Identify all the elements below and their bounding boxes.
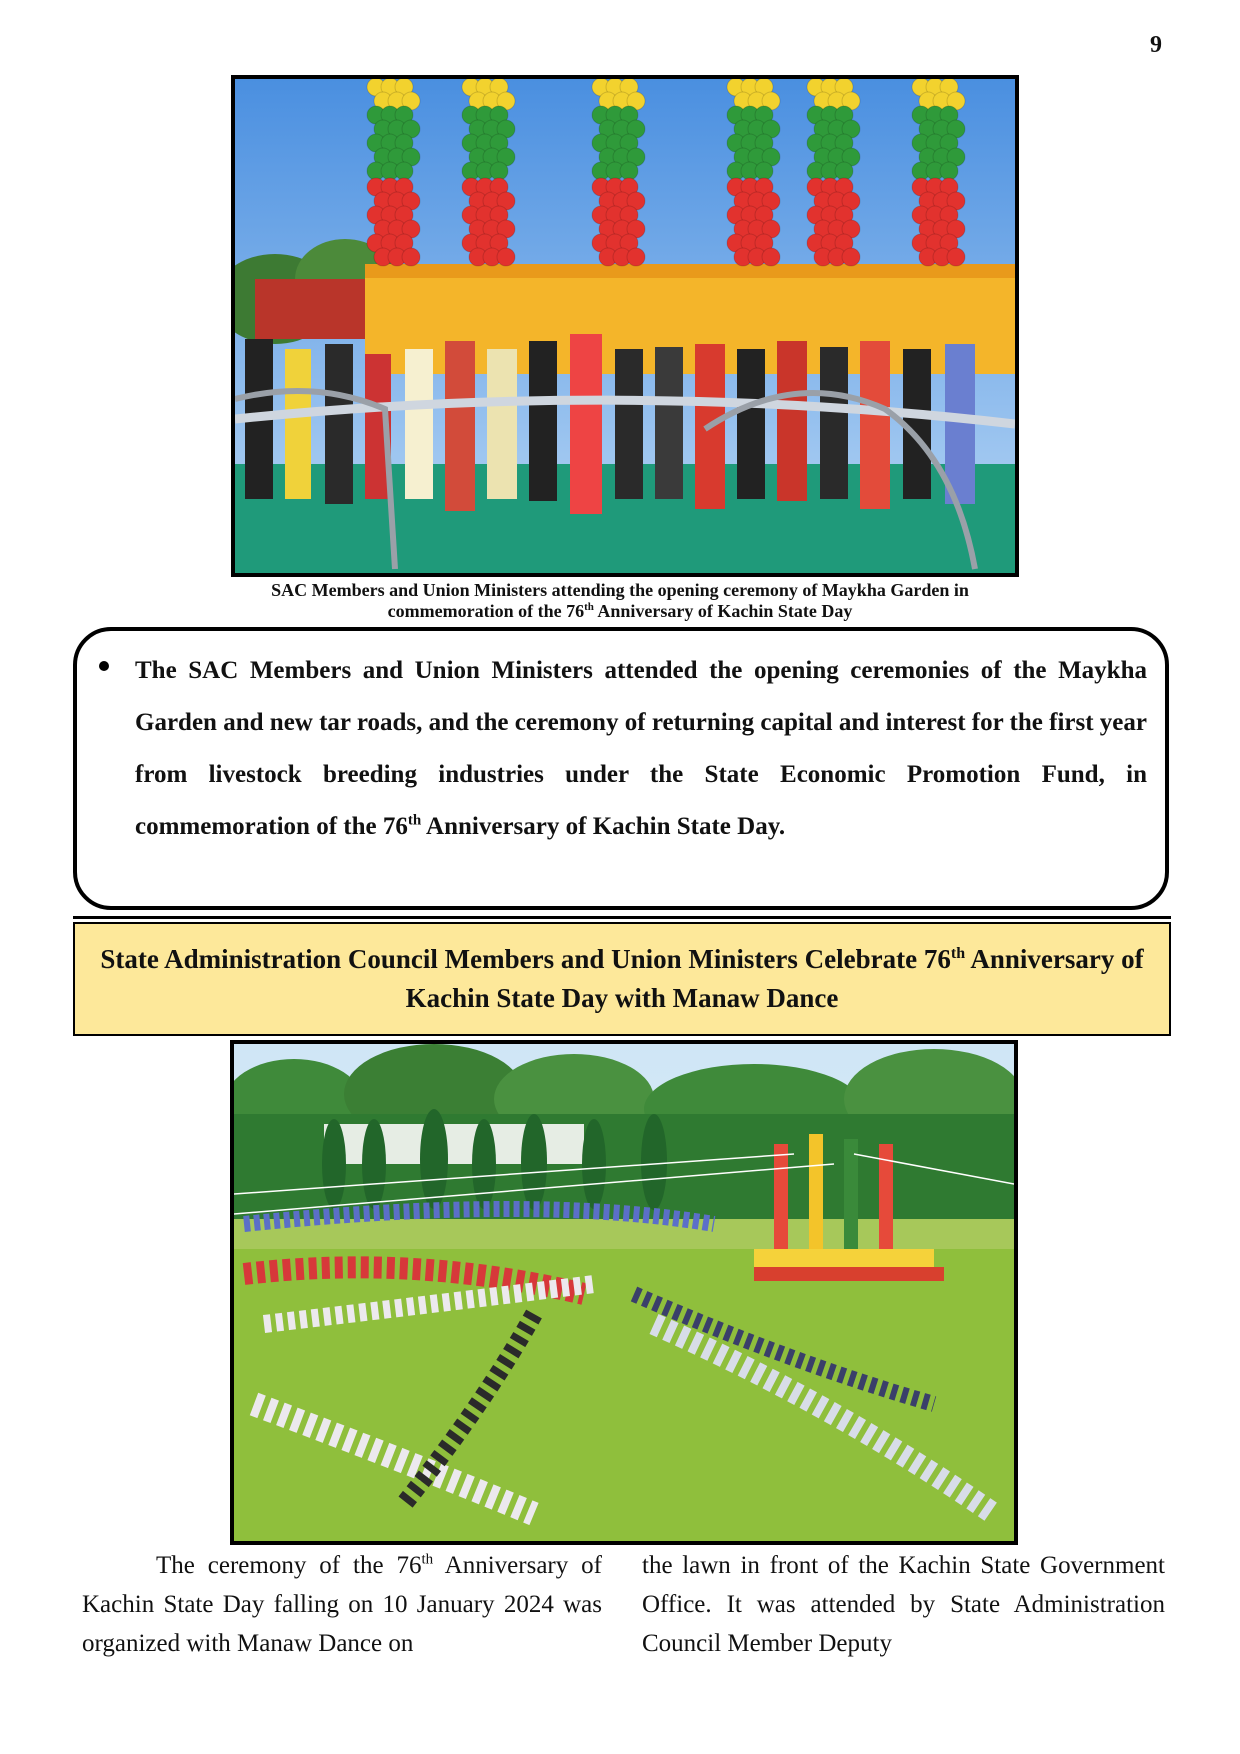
balloon — [947, 248, 965, 266]
balloon — [842, 248, 860, 266]
balloon — [835, 162, 853, 180]
manaw-dance-photo — [230, 1040, 1018, 1545]
section-heading-box — [73, 922, 1171, 1036]
caption-line-2-text: commemoration of the 76 — [387, 601, 585, 621]
ceremony-photo — [231, 75, 1019, 577]
summary-ordinal-suffix: th — [407, 812, 422, 829]
body-left-text: The ceremony of the 76 — [156, 1552, 422, 1579]
balloon — [402, 248, 420, 266]
body-ordinal-suffix: th — [421, 1551, 434, 1568]
caption-ordinal-suffix: th — [584, 601, 594, 613]
balloon — [497, 248, 515, 266]
summary-text-end: Anniversary of Kachin State Day. — [421, 813, 786, 840]
ceremony-illustration — [235, 79, 1015, 573]
photo-caption — [150, 580, 1090, 622]
balloon — [755, 162, 773, 180]
balloon — [627, 248, 645, 266]
body-column-left — [82, 1546, 602, 1663]
section-divider — [73, 916, 1171, 919]
balloon — [620, 162, 638, 180]
bullet-marker — [99, 661, 109, 671]
section-heading-ordinal-suffix: th — [950, 945, 966, 962]
summary-text-main: The SAC Members and Union Ministers attended the opening ceremonies of the Maykha Garden and new tar roads, and the ceremony of returning capital and interest for the first year from livestock breeding industries under the State Economic Promotion Fund, in commemoration of the 76 — [135, 657, 1147, 840]
page-number: 9 — [1150, 32, 1162, 58]
balloon — [940, 162, 958, 180]
caption-line-2-end: Anniversary of Kachin State Day — [593, 601, 853, 621]
section-heading-main: State Administration Council Members and Union Ministers Celebrate 76 — [100, 944, 951, 974]
body-left-text-end: Anniversary of Kachin State Day falling on 10 January 2024 was organized with Manaw Dance on — [82, 1552, 602, 1657]
summary-text — [135, 645, 1147, 853]
body-paragraph-right: the lawn in front of the Kachin State Government Office. It was attended by State Administration Council Member Deputy — [642, 1552, 1165, 1657]
summary-box — [73, 627, 1169, 910]
balloon — [762, 248, 780, 266]
body-column-right — [642, 1546, 1165, 1663]
section-heading-end: Anniversary of Kachin State Day with Manaw Dance — [405, 944, 1144, 1013]
manaw-dance-illustration — [234, 1044, 1014, 1541]
caption-line-1: SAC Members and Union Ministers attending the opening ceremony of Maykha Garden in — [271, 580, 969, 600]
section-heading — [75, 940, 1169, 1018]
body-paragraph-left — [82, 1546, 602, 1663]
balloon — [490, 162, 508, 180]
caption-line-2 — [150, 601, 1090, 622]
balloon — [395, 162, 413, 180]
